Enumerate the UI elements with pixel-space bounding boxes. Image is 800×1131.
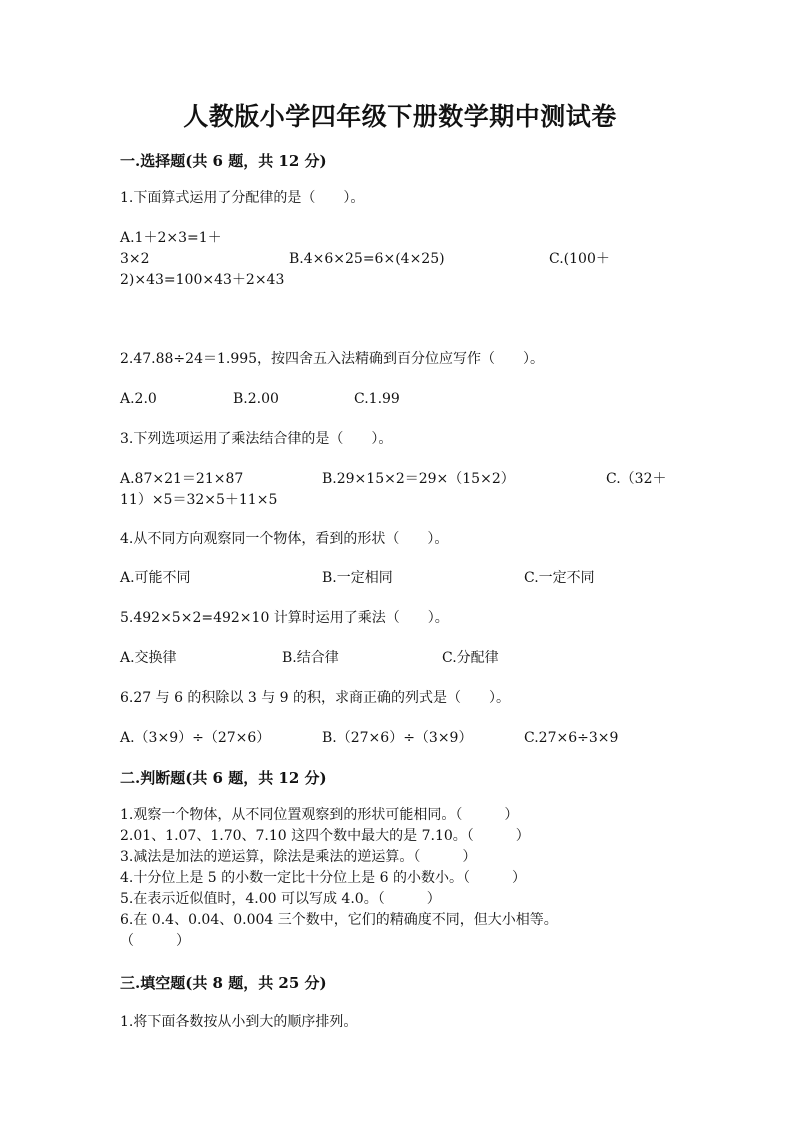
option-c: C.1.99 bbox=[354, 391, 400, 407]
section-heading-fill: 三.填空题(共 8 题，共 25 分) bbox=[120, 974, 327, 992]
option-a: A.可能不同 bbox=[120, 570, 191, 586]
option-a: A.1＋2×3=1＋ bbox=[120, 230, 222, 246]
judgement-item: 3.减法是加法的逆运算，除法是乘法的逆运算。（ ） bbox=[120, 849, 477, 865]
judgement-item: 5.在表示近似值时，4.00 可以写成 4.0。（ ） bbox=[120, 891, 441, 907]
option-b: B.（27×6）÷（3×9） bbox=[322, 730, 473, 746]
option-b: B.结合律 bbox=[282, 650, 339, 666]
option-c: C.(100＋ bbox=[549, 251, 610, 267]
option-c: C.27×6÷3×9 bbox=[524, 730, 619, 746]
section-heading-judgement: 二.判断题(共 6 题，共 12 分) bbox=[120, 769, 327, 787]
option-a: A.（3×9）÷（27×6） bbox=[120, 730, 271, 746]
question-stem: 2.47.88÷24＝1.995，按四舍五入法精确到百分位应写作（ ）。 bbox=[120, 351, 545, 367]
option-c: C.分配律 bbox=[442, 650, 499, 666]
question-stem: 1.将下面各数按从小到大的顺序排列。 bbox=[120, 1014, 358, 1030]
option-b: B.一定相同 bbox=[322, 570, 393, 586]
option-c-cont: 11）×5＝32×5＋11×5 bbox=[120, 492, 278, 508]
option-a: A.2.0 bbox=[120, 391, 157, 407]
question-stem: 5.492×5×2=492×10 计算时运用了乘法（ ）。 bbox=[120, 610, 449, 626]
judgement-item: 1.观察一个物体，从不同位置观察到的形状可能相同。（ ） bbox=[120, 807, 519, 823]
page-title: 人教版小学四年级下册数学期中测试卷 bbox=[183, 102, 617, 131]
option-c: C.（32＋ bbox=[606, 471, 667, 487]
question-stem: 3.下列选项运用了乘法结合律的是（ ）。 bbox=[120, 431, 393, 447]
question-stem: 1.下面算式运用了分配律的是（ ）。 bbox=[120, 190, 365, 206]
judgement-item: 2.01、1.07、1.70、7.10 这四个数中最大的是 7.10。（ ） bbox=[120, 828, 530, 844]
option-a-cont: 3×2 bbox=[120, 251, 150, 267]
judgement-item: 4.十分位上是 5 的小数一定比十分位上是 6 的小数小。（ ） bbox=[120, 870, 526, 886]
judgement-item: 6.在 0.4、0.04、0.004 三个数中，它们的精确度不同，但大小相等。 bbox=[120, 912, 558, 928]
option-b: B.4×6×25=6×(4×25) bbox=[289, 251, 445, 267]
question-stem: 4.从不同方向观察同一个物体，看到的形状（ ）。 bbox=[120, 531, 449, 547]
question-stem: 6.27 与 6 的积除以 3 与 9 的积，求商正确的列式是（ ）。 bbox=[120, 690, 511, 706]
option-a: A.交换律 bbox=[120, 650, 177, 666]
option-a: A.87×21＝21×87 bbox=[120, 471, 244, 487]
option-c-cont: 2)×43=100×43＋2×43 bbox=[120, 272, 285, 288]
option-c: C.一定不同 bbox=[524, 570, 595, 586]
section-heading-choice: 一.选择题(共 6 题，共 12 分) bbox=[120, 152, 327, 170]
option-b: B.2.00 bbox=[233, 391, 279, 407]
judgement-item-cont: （ ） bbox=[120, 933, 190, 949]
option-b: B.29×15×2＝29×（15×2） bbox=[322, 471, 515, 487]
